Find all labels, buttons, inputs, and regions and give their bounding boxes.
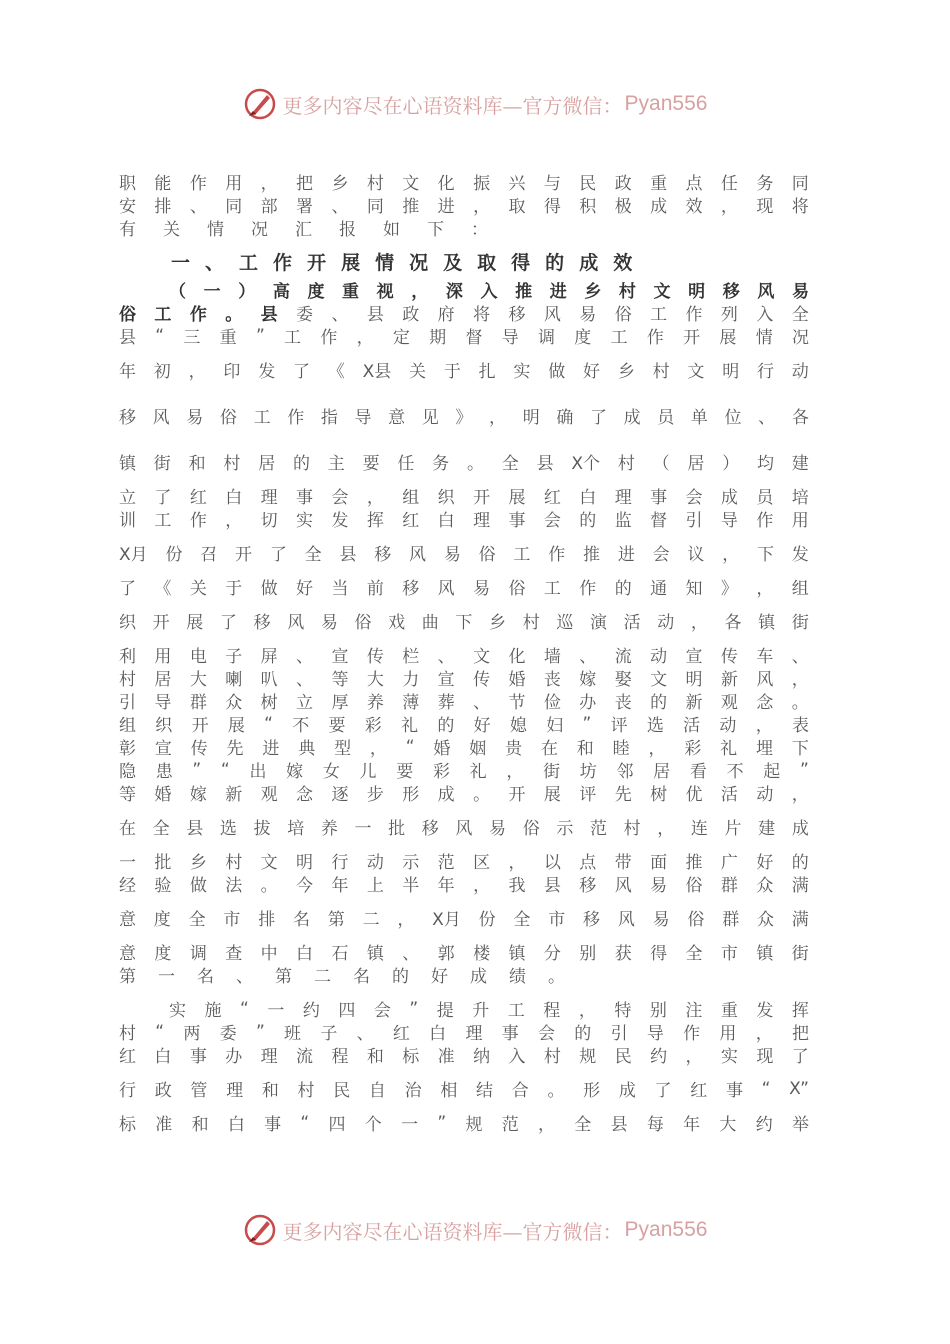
banner-handle: Pyan556 [624, 1218, 708, 1241]
text-line: 训 工 作 ， 切 实 发 挥 红 白 理 事 会 的 监 督 引 导 作 用 [119, 511, 809, 531]
logo-icon [243, 87, 277, 121]
text-line: 彰 宣 传 先 进 典 型 ， “ 婚 姻 贵 在 和 睦 ， 彩 礼 埋 下 [119, 736, 809, 759]
text-line: X月 份 召 开 了 全 县 移 风 易 俗 工 作 推 进 会 议 ， 下 发 [119, 545, 809, 565]
text-line: 职 能 作 用 ， 把 乡 村 文 化 振 兴 与 民 政 重 点 任 务 同 [119, 174, 809, 194]
text-line: 经 验 做 法 。 今 年 上 半 年 ， 我 县 移 风 易 俗 群 众 满 [119, 876, 809, 896]
text-line: 行 政 管 理 和 村 民 自 治 相 结 合 。 形 成 了 红 事 “ X” [119, 1078, 809, 1101]
text-line: 标 准 和 白 事 “ 四 个 一 ” 规 范 ， 全 县 每 年 大 约 举 [119, 1112, 809, 1135]
text-line: 有 关 情 况 汇 报 如 下 ： [119, 220, 488, 240]
section-heading: 一 、 工 作 开 展 情 况 及 取 得 的 成 效 [171, 251, 633, 274]
text-line: 在 全 县 选 拔 培 养 一 批 移 风 易 俗 示 范 村 ， 连 片 建 成 [119, 819, 809, 839]
text-line: 移 风 易 俗 工 作 指 导 意 见 》 ， 明 确 了 成 员 单 位 、 各 [119, 408, 809, 428]
text-line: 红 白 事 办 理 流 程 和 标 准 纳 入 村 规 民 约 ， 实 现 了 [119, 1047, 809, 1067]
banner-text: 更多内容尽在心语资料库—官方微信： [282, 93, 623, 118]
document-body [119, 170, 809, 1134]
text-line: 等 婚 嫁 新 观 念 逐 步 形 成 。 开 展 评 先 树 优 活 动 ， [119, 785, 809, 805]
banner-handle: Pyan556 [624, 92, 708, 115]
text-line: 了 《 关 于 做 好 当 前 移 风 易 俗 工 作 的 通 知 》 ， 组 [119, 579, 809, 599]
text-line: 引 导 群 众 树 立 厚 养 薄 葬 、 节 俭 办 丧 的 新 观 念 。 [119, 693, 809, 713]
header-banner [0, 84, 950, 124]
text-line: 俗 工 作 。 县 委 、 县 政 府 将 移 风 易 俗 工 作 列 入 全 [119, 305, 809, 325]
text-line: 县 “ 三 重 ” 工 作 ， 定 期 督 导 调 度 工 作 开 展 情 况 [119, 325, 809, 348]
text-line: 镇 街 和 村 居 的 主 要 任 务 。 全 县 X个 村 （ 居 ） 均 建 [119, 454, 809, 474]
text-line: 实 施 “ 一 约 四 会 ” 提 升 工 程 ， 特 别 注 重 发 挥 [169, 998, 809, 1021]
text-line: 一 批 乡 村 文 明 行 动 示 范 区 ， 以 点 带 面 推 广 好 的 [119, 853, 809, 873]
text-line: 意 度 全 市 排 名 第 二 ， X月 份 全 市 移 风 易 俗 群 众 满 [119, 910, 809, 930]
logo-icon [243, 1213, 277, 1247]
footer-banner [0, 1210, 950, 1250]
text-line: 织 开 展 了 移 风 易 俗 戏 曲 下 乡 村 巡 演 活 动 ， 各 镇 街 [119, 613, 809, 633]
text-line: 组 织 开 展 “ 不 要 彩 礼 的 好 媳 妇 ” 评 选 活 动 ， 表 [119, 713, 809, 736]
text-line: 安 排 、 同 部 署 、 同 推 进 ， 取 得 积 极 成 效 ， 现 将 [119, 197, 809, 217]
text-line: 年 初 ， 印 发 了 《 X县 关 于 扎 实 做 好 乡 村 文 明 行 动 [119, 362, 809, 382]
text-line: 立 了 红 白 理 事 会 ， 组 织 开 展 红 白 理 事 会 成 员 培 [119, 488, 809, 508]
text-line: 村 “ 两 委 ” 班 子 、 红 白 理 事 会 的 引 导 作 用 ， 把 [119, 1021, 809, 1044]
text-line: 隐 患 ” “ 出 嫁 女 儿 要 彩 礼 ， 街 坊 邻 居 看 不 起 ” [119, 759, 809, 782]
text-line: （ 一 ） 高 度 重 视 ， 深 入 推 进 乡 村 文 明 移 风 易 [169, 282, 809, 302]
banner-text: 更多内容尽在心语资料库—官方微信： [282, 1219, 623, 1244]
text-line: 村 居 大 喇 叭 、 等 大 力 宣 传 婚 丧 嫁 娶 文 明 新 风 ， [119, 670, 809, 690]
text-line: 利 用 电 子 屏 、 宣 传 栏 、 文 化 墙 、 流 动 宣 传 车 、 [119, 647, 809, 667]
text-line: 意 度 调 查 中 白 石 镇 、 郭 楼 镇 分 别 获 得 全 市 镇 街 [119, 944, 809, 964]
text-line: 第 一 名 、 第 二 名 的 好 成 绩 。 [119, 967, 565, 987]
